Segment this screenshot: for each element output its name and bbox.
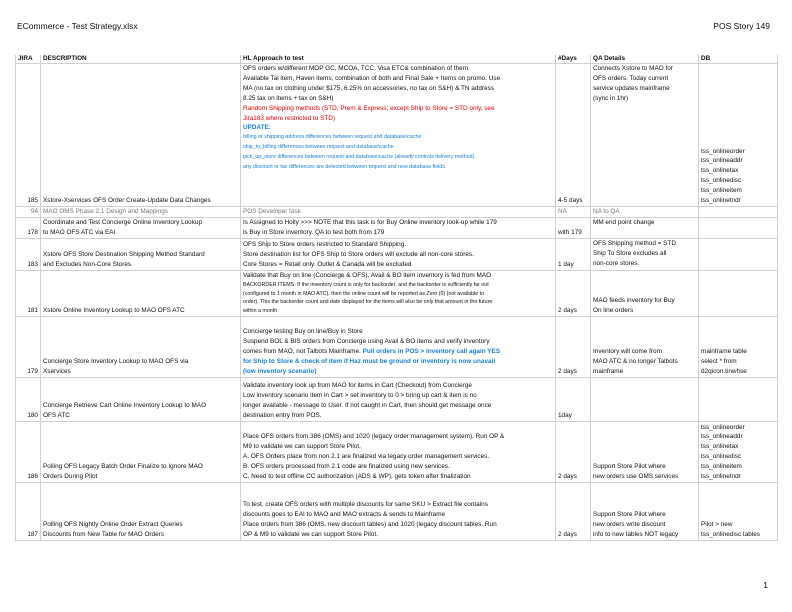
hl-text: A. OFS Orders place from non 2.1 are finalized via legacy order management services.: [243, 453, 490, 461]
db-table-name: tss_onlinetax: [701, 443, 739, 451]
col-db: DB: [699, 55, 778, 64]
hl-text: Store destination list for OFS Ship to Store orders will exclude all non-core stores.: [243, 251, 474, 259]
table-row: [16, 207, 778, 218]
hl-line: [243, 327, 553, 337]
hl-line: [243, 298, 553, 307]
days-cell: 2 days: [556, 422, 591, 483]
hl-text: for Ship to Store & check of item if Haz must be ground or inventory is now unavail: [243, 358, 496, 366]
table-row: [16, 270, 778, 316]
description-line: Concierge Store Inventory Lookup to MAO OFS via: [43, 358, 189, 366]
db-table-name: Pilot > new: [701, 521, 733, 529]
days-cell: with 179: [556, 217, 591, 238]
hl-line: [243, 163, 553, 173]
description-line: Xservices: [43, 368, 71, 376]
days-cell: 2 days: [556, 317, 591, 378]
header-row: [16, 55, 778, 64]
hl-line: [243, 510, 553, 520]
description-cell: [41, 217, 241, 238]
hl-line: [243, 290, 553, 299]
hl-text: Low inventory scenario item in Cart > set inventory to 0 > bring up cart & item is no: [243, 392, 477, 400]
hl-line: [243, 432, 553, 442]
db-table-name: tss_onlineitem: [701, 187, 742, 195]
jira-cell: 94: [16, 207, 41, 218]
hl-text: BACKORDER ITEMS: If the inventory count is only for backorder, and the backorder is sufficiently far out: [243, 281, 489, 288]
col-days: #Days: [556, 55, 591, 64]
qa-line: MAO ATC & no longer Talbots: [593, 358, 678, 366]
jira-cell: 181: [16, 270, 41, 316]
hl-text: Place orders from 386 (OMS, new discount tables) and 1020 (legacy discount tables. Run: [243, 521, 497, 529]
hl-line: [243, 153, 553, 163]
db-table-name: tss_onlinedisc: [701, 453, 742, 461]
jira-cell: 183: [16, 238, 41, 270]
description-line: MAO OMS Phase 2.1 Design and Mappings: [43, 208, 169, 215]
qa-details-cell: [591, 64, 699, 207]
hl-line: [243, 207, 553, 217]
description-line: Xstore Online Inventory Lookup to MAO OFS ATC: [43, 307, 185, 315]
hl-text: destination entry from POS.: [243, 412, 322, 420]
db-table-name: tss_onlinetndr: [701, 473, 741, 481]
hl-line: [243, 452, 553, 462]
description-cell: [41, 378, 241, 422]
hl-text: Jira183 where restricted to STD): [243, 114, 335, 122]
hl-text: Validate inventory look up from MAO for items in Cart (Checkout) from Concierge: [243, 382, 472, 390]
jira-cell: 179: [16, 317, 41, 378]
jira-cell: 186: [16, 422, 41, 483]
hl-line: [243, 250, 553, 260]
hl-line: [243, 500, 553, 510]
jira-cell: 180: [16, 378, 41, 422]
db-table-name: tss_onlineaddr: [701, 433, 743, 441]
hl-line: [243, 462, 553, 472]
db-table-name: tss_onlinetndr: [701, 197, 741, 205]
hl-line: [243, 367, 553, 377]
description-line: Coordinate and Test Concierge Online Inventory Lookup: [43, 219, 203, 227]
description-cell: [41, 270, 241, 316]
hl-line: [243, 104, 553, 114]
hl-approach-cell: [241, 238, 556, 270]
hl-line: [243, 74, 553, 84]
hl-line: [243, 123, 553, 133]
jira-cell: 178: [16, 217, 41, 238]
hl-approach-cell: [241, 64, 556, 207]
db-cell: [699, 378, 778, 422]
hl-line: [243, 133, 553, 143]
col-description: DESCRIPTION: [41, 55, 241, 64]
jira-cell: 187: [16, 483, 41, 541]
db-cell: [699, 207, 778, 218]
hl-text: (low inventory scenario): [243, 368, 317, 376]
qa-details-cell: [591, 378, 699, 422]
db-table-name: tss_onlineorder: [701, 423, 745, 431]
hl-line: [243, 391, 553, 401]
table-row: [16, 64, 778, 207]
hl-line: [243, 520, 553, 530]
table-row: [16, 378, 778, 422]
description-cell: [41, 64, 241, 207]
hl-line: [243, 228, 553, 238]
days-cell: 4-5 days: [556, 64, 591, 207]
qa-line: NA to QA: [593, 208, 620, 215]
days-cell: 2 days: [556, 270, 591, 316]
hl-line: [243, 401, 553, 411]
col-jira: JIRA: [16, 55, 41, 64]
qa-line: info to new tables NOT legacy: [593, 531, 679, 539]
db-table-name: d2qicon.tinwhse: [701, 368, 747, 376]
hl-approach-cell: [241, 378, 556, 422]
hl-text: Validate that Buy on line (Concierge & OFS), Avail & BO item inventory is fed from MAO: [243, 271, 492, 279]
hl-line: [243, 411, 553, 421]
qa-line: Inventory will come from: [593, 348, 662, 356]
days-cell: 2 days: [556, 483, 591, 541]
hl-line: [243, 472, 553, 482]
hl-text: ship_to_billing differences between request and database\cache: [243, 144, 394, 151]
hl-line: [243, 357, 553, 367]
hl-text: Available Tal item, Haven items, combination of both and Final Sale + Items on promo. Use: [243, 74, 501, 82]
hl-text: MA (no tax on clothing under $175, 6.25% on accessories, no tax on S&H) & TN address: [243, 84, 495, 92]
db-cell: [699, 64, 778, 207]
hl-text: within a month: [243, 308, 278, 315]
description-line: and Excludes Non-Core Stores: [43, 261, 132, 268]
qa-details-cell: [591, 270, 699, 316]
qa-details-cell: [591, 317, 699, 378]
description-line: Polling OFS Nightly Online Order Extract Queries: [43, 521, 183, 529]
description-line: Discounts from New Table for MAO Orders: [43, 531, 164, 539]
db-table-name: tss_onlinedisc: [701, 177, 742, 185]
db-cell: [699, 270, 778, 316]
qa-line: mainframe: [593, 368, 624, 376]
qa-line: non-core stores.: [593, 259, 640, 267]
hl-text: M9 to validate we can support Store Pilot.: [243, 443, 361, 451]
qa-line: Support Store Pilot where: [593, 511, 666, 519]
description-cell: [41, 238, 241, 270]
table-row: [16, 217, 778, 238]
description-line: Concierge Retrieve Cart Online Inventory Lookup to MAO: [43, 402, 207, 410]
qa-line: MM end point change: [593, 218, 655, 226]
hl-line: [243, 240, 553, 250]
db-table-name: tss_onlinetax: [701, 167, 739, 175]
jira-cell: 185: [16, 64, 41, 207]
hl-line: [243, 337, 553, 347]
story-label: POS Story 149: [713, 21, 770, 31]
hl-text: comes from MAO, not Talbots Mainframe.: [243, 348, 363, 356]
hl-text: C. Need to test offline CC authorization (ADS & WP), gets token after finalization: [243, 473, 471, 481]
description-cell: [41, 483, 241, 541]
col-hl-approach: HL Approach to test: [241, 55, 556, 64]
hl-approach-cell: [241, 217, 556, 238]
days-cell: NA: [556, 207, 591, 218]
hl-text: POS Developer task: [243, 208, 301, 215]
test-strategy-table: [15, 55, 778, 541]
hl-line: [243, 218, 553, 228]
hl-text: Core Stores = Retail only. Outlet & Canada will be excluded: [243, 261, 412, 268]
hl-text: OP & M9 to validate we can support Store Pilot.: [243, 531, 378, 539]
hl-text: UPDATE:: [243, 124, 271, 132]
description-cell: [41, 207, 241, 218]
hl-text: OFS Ship to Store orders restricted to Standard Shipping.: [243, 241, 407, 249]
hl-text: Random Shipping methods (STD, Prem & Express; except Ship to Store = STD only, see: [243, 104, 495, 112]
qa-line: OFS Shipping method = STD: [593, 239, 676, 247]
db-table-name: mainframe table: [701, 348, 747, 356]
db-table-name: tss_onlineorder: [701, 147, 745, 155]
db-cell: [699, 217, 778, 238]
hl-text: any discount or tax differences are detected between request and new database fields.: [243, 164, 447, 171]
db-cell: [699, 238, 778, 270]
hl-approach-cell: [241, 207, 556, 218]
description-line: to MAO OFS ATC via EAI: [43, 229, 116, 236]
table-row: [16, 422, 778, 483]
hl-line: [243, 381, 553, 391]
description-line: Xstore-Xservices OFS Order Create-Update Data Changes: [43, 197, 211, 205]
qa-line: Connects Xstore to MAO for: [593, 65, 673, 72]
hl-text: 8.25 tax on items + tax on S&H): [243, 94, 334, 102]
hl-text: Is Assigned to Holly >>> NOTE that this task is for Buy Online inventory look-up while 179: [243, 219, 497, 227]
col-qa-details: QA Details: [591, 55, 699, 64]
db-cell: [699, 422, 778, 483]
description-line: Polling OFS Legacy Batch Order Finalize to Ignore MAO: [43, 463, 203, 471]
hl-line: [243, 94, 553, 104]
days-cell: 1day: [556, 378, 591, 422]
hl-text: Suspend BOL & BIS orders from Concierge using Avail & BO items and verify inventory: [243, 338, 490, 346]
description-cell: [41, 317, 241, 378]
document-title: ECommerce - Test Strategy.xlsx: [17, 21, 138, 31]
qa-line: Support Store Pilot where: [593, 463, 666, 471]
hl-line: [243, 260, 553, 270]
hl-text: billing or shipping address differences between request and database\cache: [243, 134, 422, 141]
hl-text: longer available - message to User. If not caught in Cart, then should get message once: [243, 402, 492, 410]
db-table-name: tss_onlineitem: [701, 463, 742, 471]
description-line: OFS ATC: [43, 412, 70, 420]
hl-text: order). This the backorder count and date displayed for the items will also be only that amount in the future: [243, 299, 493, 306]
hl-text: (configured to 1 month in MAO ATC), then the online count will be reported as Zero (0) (not available to: [243, 290, 485, 297]
qa-details-cell: [591, 483, 699, 541]
hl-line: [243, 281, 553, 290]
qa-line: new orders use OMS services: [593, 473, 679, 481]
qa-line: OFS orders. Today current: [593, 74, 669, 82]
qa-line: On line orders: [593, 307, 634, 315]
description-line: Xstore OFS Store Destination Shipping Method Standard: [43, 251, 205, 259]
hl-text: B. OFS orders processed from 2.1 code are finalized using new services.: [243, 463, 450, 471]
hl-text: pick_up_store differences between request and database\cache (already controls delivery method).: [243, 154, 476, 161]
hl-line: [243, 143, 553, 153]
db-table-name: tss_onlineaddr: [701, 157, 743, 165]
db-cell: [699, 483, 778, 541]
db-table-name: tss_onlinedisc tables: [701, 531, 760, 539]
hl-text-highlight: Pull orders in POS > inventory call again YES: [362, 348, 501, 356]
hl-text: Place OFS orders from 386 (OMS) and 1020 (legacy order management system). Run OP &: [243, 433, 505, 441]
hl-line: [243, 271, 553, 281]
days-cell: 1 day: [556, 238, 591, 270]
description-line: Orders During Pilot: [43, 473, 98, 481]
hl-line: [243, 442, 553, 452]
qa-details-cell: [591, 422, 699, 483]
hl-line: [243, 84, 553, 94]
hl-approach-cell: [241, 270, 556, 316]
qa-line: new orders write discount: [593, 521, 666, 529]
qa-line: Ship To Store excludes all: [593, 249, 667, 257]
hl-line: [243, 307, 553, 316]
hl-text: To test, create OFS orders with multiple discounts for same SKU > Extract file contains: [243, 501, 488, 509]
hl-approach-cell: [241, 317, 556, 378]
hl-text: is Buy in Store inventory. QA to test both from 179: [243, 229, 385, 236]
hl-line: [243, 347, 553, 357]
qa-line: MAO feeds inventory for Buy: [593, 297, 675, 305]
hl-approach-cell: [241, 483, 556, 541]
hl-text: discounts goes to EAI to MAO and MAO extracts & sends to Mainframe: [243, 511, 446, 519]
qa-details-cell: [591, 207, 699, 218]
qa-line: (sync in 1hr): [593, 94, 629, 102]
qa-details-cell: [591, 238, 699, 270]
table-row: [16, 238, 778, 270]
hl-text: Concierge testing Buy on line/Buy in Store: [243, 328, 363, 336]
db-table-name: select * from: [701, 358, 737, 366]
table-row: [16, 317, 778, 378]
page-number: 1: [763, 580, 768, 590]
hl-text: OFS orders w/different MOP GC, MCOA, TCC, Visa ETC& combination of them.: [243, 65, 470, 72]
hl-line: [243, 530, 553, 540]
table-row: [16, 483, 778, 541]
qa-line: service updates mainframe: [593, 84, 670, 92]
hl-line: [243, 64, 553, 74]
description-cell: [41, 422, 241, 483]
hl-line: [243, 114, 553, 124]
hl-approach-cell: [241, 422, 556, 483]
qa-details-cell: [591, 217, 699, 238]
db-cell: [699, 317, 778, 378]
